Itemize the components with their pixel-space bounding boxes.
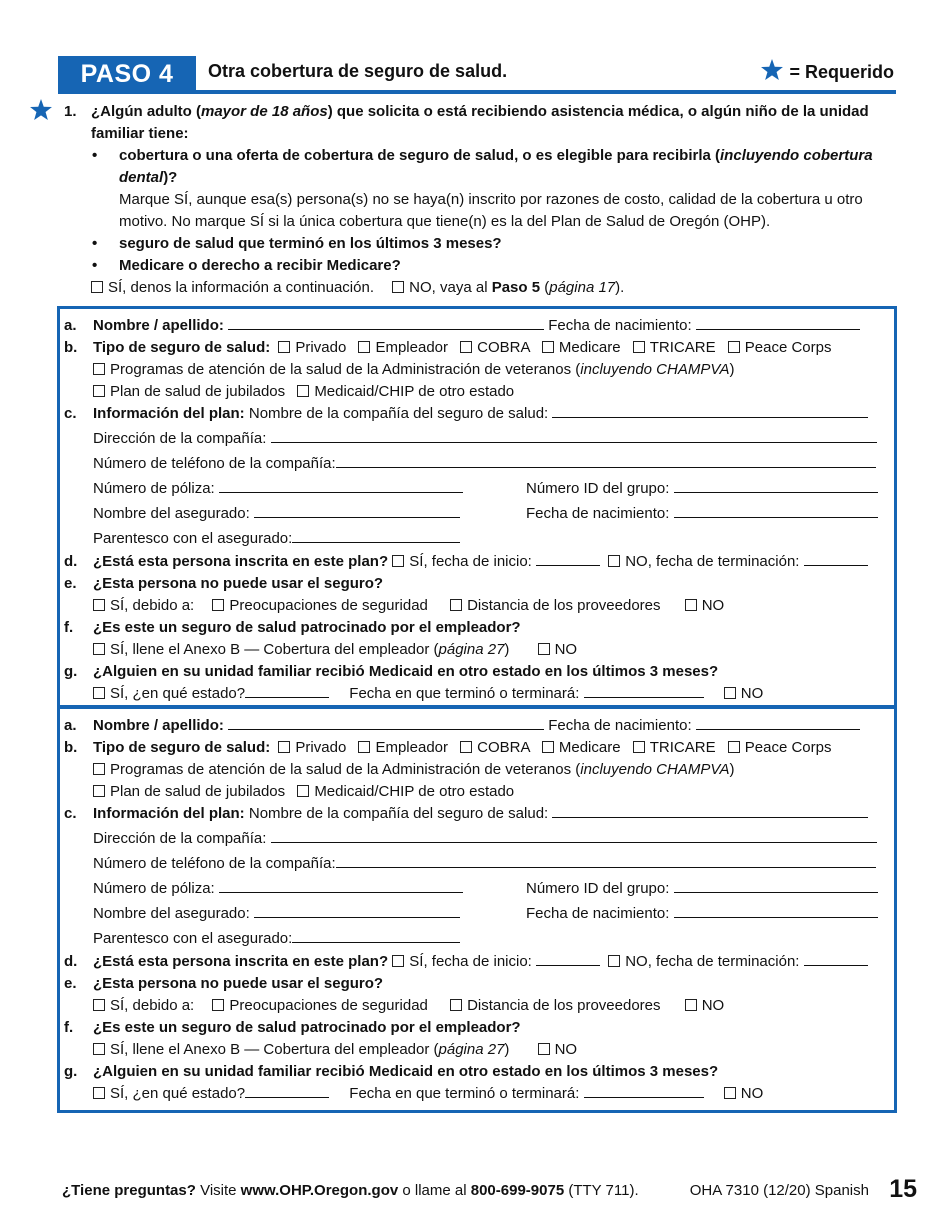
medicaid-no-checkbox[interactable]: [724, 687, 736, 699]
phone-number: 800-699-9075: [470, 1182, 565, 1199]
relationship-field[interactable]: [292, 529, 460, 543]
peace-corps-checkbox[interactable]: [728, 341, 740, 353]
employer-yes-checkbox[interactable]: [93, 1043, 105, 1055]
no-checkbox[interactable]: [392, 281, 404, 293]
peace-corps-checkbox[interactable]: [728, 741, 740, 753]
question-number: 1.: [64, 103, 77, 120]
insured-dob-field[interactable]: [674, 904, 878, 918]
employer-checkbox[interactable]: [358, 341, 370, 353]
coverage-panel-2: a. Nombre / apellido: Fecha de nacimiento: b. Tipo de seguro de salud: Privado Empleador COBRA Medicare TRICARE Peace Corps Programas de atención de la salud de la Administración de veteranos (incluyendo CHAMPVA) Plan de salud de jubilados Medicaid/CHIP de otro estado c. Información del plan: Nombre de la compañía del seguro de salud: Dirección de la compañía: Número de teléfono de la compañía: Número de póliza: Número ID del grupo: Nombre del asegurado: Fecha de nacimiento: Parentesco con el asegurado: d. ¿Está esta persona inscrita en este plan? SÍ, fecha de inicio: NO, fecha de terminación: e. ¿Esta persona no puede usar el seguro? SÍ, debido a: Preocupaciones de seguridad Distancia de los proveedores NO f. ¿Es este un seguro de salud patrocinado por el empleador? SÍ, llene el Anexo B — Cobertura del empleador (página 27) NO g. ¿Alguien en su unidad familiar recibió Medicaid en otro estado en los últimos 3 meses? SÍ, ¿en qué estado? Fecha en que terminó o terminará: NO: [57, 706, 897, 1113]
step-header: [58, 56, 896, 94]
distance-checkbox[interactable]: [450, 999, 462, 1011]
name-field[interactable]: [228, 716, 544, 730]
end-date-field[interactable]: [804, 552, 868, 566]
va-checkbox[interactable]: [93, 763, 105, 775]
safety-checkbox[interactable]: [212, 599, 224, 611]
required-legend: [761, 59, 894, 85]
section-title: Otra cobertura de seguro de salud.: [208, 61, 508, 81]
end-date-field[interactable]: [804, 952, 868, 966]
private-checkbox[interactable]: [278, 341, 290, 353]
question-1: [64, 101, 884, 299]
required-star-icon: [30, 98, 52, 124]
medicaid-end-date-field[interactable]: [584, 1084, 704, 1098]
page-number: 15: [889, 1175, 917, 1203]
medicaid-no-checkbox[interactable]: [724, 1087, 736, 1099]
enrolled-yes-checkbox[interactable]: [392, 955, 404, 967]
insured-name-field[interactable]: [254, 904, 460, 918]
medicaid-yes-checkbox[interactable]: [93, 1087, 105, 1099]
question-prompt: ¿Algún adulto (mayor de 18 años) que solicita o está recibiendo asistencia médica, o algún niño de la unidad familiar tiene:: [91, 103, 869, 142]
cobra-checkbox[interactable]: [460, 341, 472, 353]
private-checkbox[interactable]: [278, 741, 290, 753]
enrolled-yes-checkbox[interactable]: [392, 555, 404, 567]
company-phone-field[interactable]: [336, 854, 876, 868]
cannot-use-no-checkbox[interactable]: [685, 599, 697, 611]
policy-number-field[interactable]: [219, 479, 463, 493]
bullet-ended-coverage: • seguro de salud que terminó en los últimos 3 meses?: [91, 233, 884, 255]
insured-name-field[interactable]: [254, 504, 460, 518]
safety-checkbox[interactable]: [212, 999, 224, 1011]
dob-field[interactable]: [696, 316, 860, 330]
cannot-use-yes-checkbox[interactable]: [93, 999, 105, 1011]
insured-dob-field[interactable]: [674, 504, 878, 518]
distance-checkbox[interactable]: [450, 599, 462, 611]
question-bullets: [91, 145, 884, 277]
required-legend-label: = Requerido: [789, 61, 894, 82]
relationship-field[interactable]: [292, 929, 460, 943]
form-id: OHA 7310 (12/20) Spanish: [689, 1182, 869, 1199]
employer-yes-checkbox[interactable]: [93, 643, 105, 655]
bullet-coverage: • cobertura o una oferta de cobertura de seguro de salud, o es elegible para recibirla (incluyendo cobertura dental)? Marque SÍ, aunque esa(s) persona(s) no se haya(n) inscrito por razones de costo, calidad de la cobertura u otro motivo. No marque SÍ si la única cobertura que tiene(n) es la del Plan de Salud de Oregón (OHP).: [91, 145, 884, 233]
cannot-use-no-checkbox[interactable]: [685, 999, 697, 1011]
cannot-use-yes-checkbox[interactable]: [93, 599, 105, 611]
bullet-medicare: • Medicare o derecho a recibir Medicare?: [91, 255, 884, 277]
other-state-medicaid-checkbox[interactable]: [297, 385, 309, 397]
step-badge: PASO 4: [58, 56, 196, 92]
company-address-field[interactable]: [271, 429, 877, 443]
company-phone-field[interactable]: [336, 454, 876, 468]
enrolled-no-checkbox[interactable]: [608, 955, 620, 967]
required-star-icon: [761, 59, 783, 85]
start-date-field[interactable]: [536, 952, 600, 966]
group-id-field[interactable]: [674, 479, 878, 493]
medicaid-end-date-field[interactable]: [584, 684, 704, 698]
group-id-field[interactable]: [674, 879, 878, 893]
enrolled-no-checkbox[interactable]: [608, 555, 620, 567]
retiree-checkbox[interactable]: [93, 385, 105, 397]
company-name-field[interactable]: [552, 804, 868, 818]
website-link[interactable]: www.OHP.Oregon.gov: [240, 1182, 399, 1199]
medicaid-yes-checkbox[interactable]: [93, 687, 105, 699]
employer-no-checkbox[interactable]: [538, 1043, 550, 1055]
retiree-checkbox[interactable]: [93, 785, 105, 797]
coverage-panel-1: a. Nombre / apellido: Fecha de nacimiento: b. Tipo de seguro de salud: Privado Empleador COBRA Medicare TRICARE Peace Corps Programas de atención de la salud de la Administración de veteranos (incluyendo CHAMPVA) Plan de salud de jubilados Medicaid/CHIP de otro estado c. Información del plan: Nombre de la compañía del seguro de salud: Dirección de la compañía: Número de teléfono de la compañía: Número de póliza: Número ID del grupo: Nombre del asegurado: Fecha de nacimiento: Parentesco con el asegurado: d. ¿Está esta persona inscrita en este plan? SÍ, fecha de inicio: NO, fecha de terminación: e. ¿Esta persona no puede usar el seguro? SÍ, debido a: Preocupaciones de seguridad Distancia de los proveedores NO f. ¿Es este un seguro de salud patrocinado por el empleador? SÍ, llene el Anexo B — Cobertura del empleador (página 27) NO g. ¿Alguien en su unidad familiar recibió Medicaid en otro estado en los últimos 3 meses? SÍ, ¿en qué estado? Fecha en que terminó o terminará: NO: [57, 306, 897, 708]
company-address-field[interactable]: [271, 829, 877, 843]
medicare-checkbox[interactable]: [542, 741, 554, 753]
medicare-checkbox[interactable]: [542, 341, 554, 353]
start-date-field[interactable]: [536, 552, 600, 566]
dob-field[interactable]: [696, 716, 860, 730]
cobra-checkbox[interactable]: [460, 741, 472, 753]
company-name-field[interactable]: [552, 404, 868, 418]
tricare-checkbox[interactable]: [633, 741, 645, 753]
medicaid-state-field[interactable]: [245, 1084, 329, 1098]
coverage-note: Marque SÍ, aunque esa(s) persona(s) no se haya(n) inscrito por razones de costo, calidad de la cobertura u otro motivo. No marque SÍ si la única cobertura que tiene(n) es la del Plan de Salud de Oregón (OHP).: [119, 191, 863, 230]
medicaid-state-field[interactable]: [245, 684, 329, 698]
va-checkbox[interactable]: [93, 363, 105, 375]
tricare-checkbox[interactable]: [633, 341, 645, 353]
other-state-medicaid-checkbox[interactable]: [297, 785, 309, 797]
employer-no-checkbox[interactable]: [538, 643, 550, 655]
question-1-choices: SÍ, denos la información a continuación. NO, vaya al Paso 5 (página 17).: [91, 277, 884, 299]
policy-number-field[interactable]: [219, 879, 463, 893]
name-field[interactable]: [228, 316, 544, 330]
page-footer: [62, 1175, 917, 1208]
yes-checkbox[interactable]: [91, 281, 103, 293]
header-rule: [58, 90, 896, 94]
employer-checkbox[interactable]: [358, 741, 370, 753]
contact-info: ¿Tiene preguntas? Visite www.OHP.Oregon.gov o llame al 800-699-9075 (TTY 711).: [62, 1182, 639, 1199]
